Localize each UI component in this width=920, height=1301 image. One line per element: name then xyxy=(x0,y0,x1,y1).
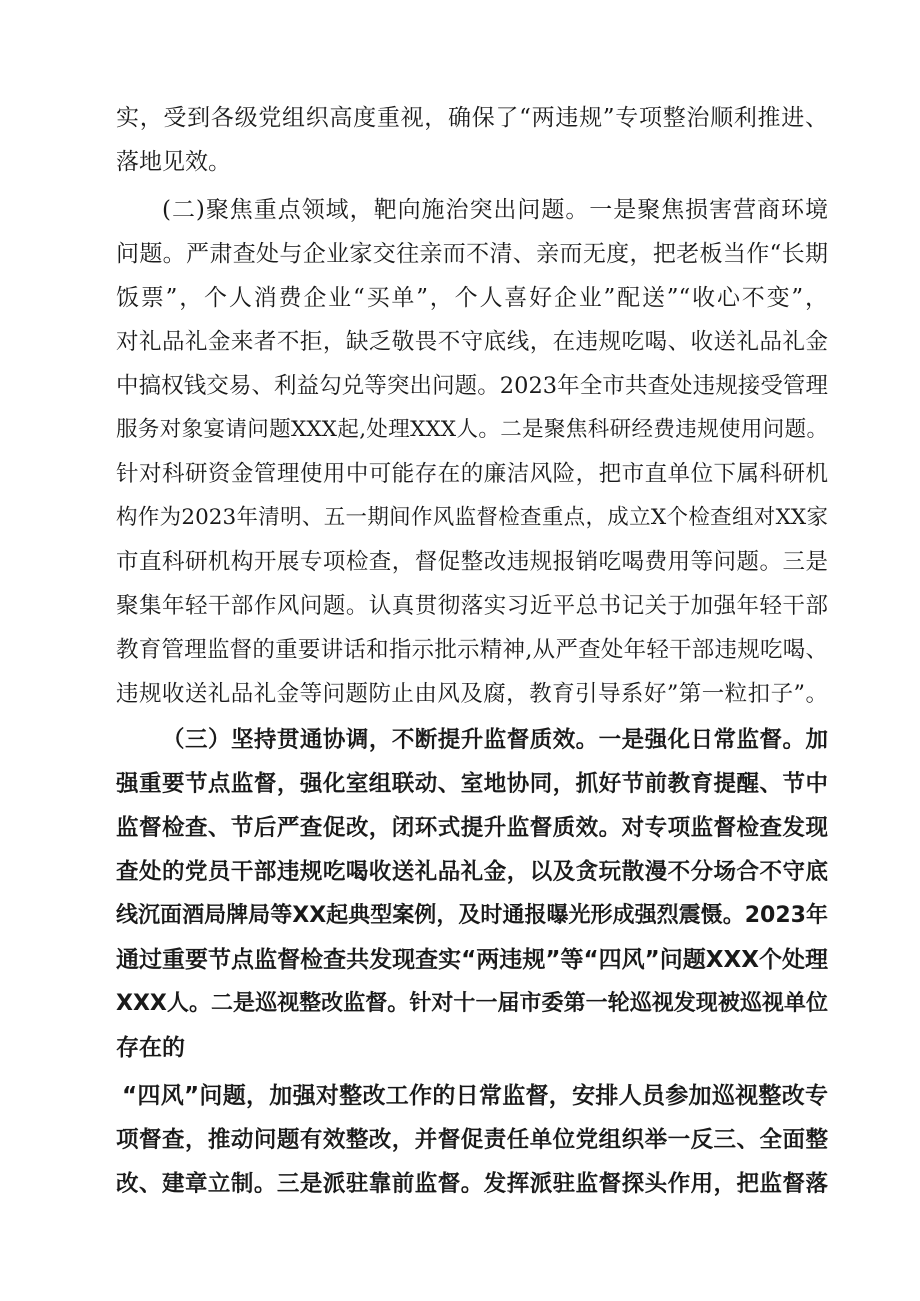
section-heading-line: （三）坚持贯通协调，不断提升监督质效。一是强化日常监督。加 xyxy=(162,727,828,753)
paragraph-line: 改、建章立制。三是派驻靠前监督。发挥派驻监督探头作用，把监督落 xyxy=(116,1171,828,1197)
paragraph-line: 饭票”，个人消费企业“买单”，个人喜好企业”配送”“收心不变”， xyxy=(116,285,828,311)
paragraph-line: 问题。严肃查处与企业家交往亲而不清、亲而无度，把老板当作“长期 xyxy=(116,241,828,267)
section-heading-line: (二)聚焦重点领域，靶向施治突出问题。一是聚焦损害营商环境 xyxy=(162,197,828,223)
paragraph-line: 教育管理监督的重要讲话和指示批示精神,从严查处年轻干部违规吃喝、 xyxy=(116,637,828,663)
paragraph-line: 项督查，推动问题有效整改，并督促责任单位党组织举一反三、全面整 xyxy=(116,1127,828,1153)
paragraph-line: 通过重要节点监督检查共发现查实“两违规”等“四风”问题XXX个处理 xyxy=(116,947,828,973)
paragraph-line: 构作为2023年清明、五一期间作风监督检查重点，成立X个检查组对XX家 xyxy=(116,505,828,530)
paragraph-line: “四风”问题，加强对整改工作的日常监督，安排人员参加巡视整改专 xyxy=(122,1083,828,1109)
paragraph-line: 存在的 xyxy=(116,1035,185,1061)
paragraph-line: 针对科研资金管理使用中可能存在的廉洁风险，把市直单位下属科研机 xyxy=(116,461,828,487)
paragraph-line: 落地见效。 xyxy=(116,149,231,175)
paragraph-line: 查处的党员干部违规吃喝收送礼品礼金，以及贪玩散漫不分场合不守底 xyxy=(116,859,828,885)
paragraph-line: 聚集年轻干部作风问题。认真贯彻落实习近平总书记关于加强年轻干部 xyxy=(116,593,828,619)
paragraph-line: 违规收送礼品礼金等问题防止由风及腐，教育引导系好”第一粒扣子”。 xyxy=(116,681,828,707)
paragraph-line: 线沉面酒局牌局等XX起典型案例，及时通报曝光形成强烈震慑。2023年 xyxy=(116,903,828,928)
paragraph-line: 服务对象宴请问题XXX起,处理XXX人。二是聚焦科研经费违规使用问题。 xyxy=(116,417,828,442)
paragraph-line: 实，受到各级党组织高度重视，确保了“两违规”专项整治顺利推进、 xyxy=(116,105,828,131)
paragraph-line: 监督检查、节后严查促改，闭环式提升监督质效。对专项监督检查发现 xyxy=(116,815,828,841)
paragraph-line: XXX人。二是巡视整改监督。针对十一届市委第一轮巡视发现被巡视单位 xyxy=(116,991,828,1016)
paragraph-line: 中搞权钱交易、利益勾兑等突出问题。2023年全市共查处违规接受管理 xyxy=(116,373,828,399)
paragraph-line: 强重要节点监督，强化室组联动、室地协同，抓好节前教育提醒、节中 xyxy=(116,771,828,797)
paragraph-line: 市直科研机构开展专项检查，督促整改违规报销吃喝费用等问题。三是 xyxy=(116,549,828,575)
paragraph-line: 对礼品礼金来者不拒，缺乏敬畏不守底线，在违规吃喝、收送礼品礼金 xyxy=(116,329,828,355)
